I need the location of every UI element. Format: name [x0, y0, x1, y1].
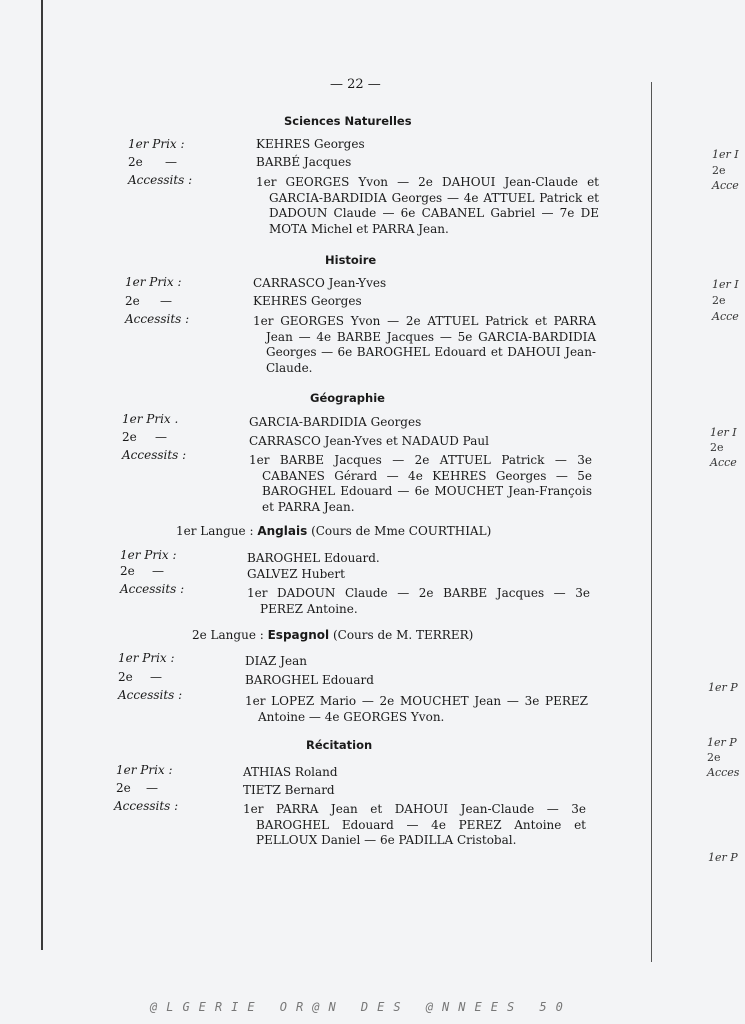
accessits-label: Accessits : — [118, 688, 183, 702]
accessits-text: 1er GEORGES Yvon — 2e DAHOUI Jean-Claude et GARCIA-BARDIDIA Georges — 4e ATTUEL Patrick et DADOUN Claude — 6e CABANEL Gabriel — 7e DE MOTA Michel et PARRA Jean. — [256, 175, 599, 236]
first-prize-label: 1er Prix : — [116, 763, 173, 777]
section-title-espagnol — [192, 628, 473, 642]
page-number: — 22 — — [330, 77, 381, 92]
accessits-text: 1er PARRA Jean et DAHOUI Jean-Claude — 3e BAROGHEL Edouard — 4e PEREZ Antoine et PELLOUX Daniel — 6e PADILLA Cristobal. — [243, 802, 586, 847]
second-prize-dash: — — [155, 430, 167, 444]
accessits-text: 1er DADOUN Claude — 2e BARBE Jacques — 3e PEREZ Antoine. — [247, 586, 590, 616]
language-name: Espagnol — [267, 628, 330, 642]
section-title-anglais — [176, 524, 491, 538]
next-page-fragment: Acce — [712, 179, 739, 192]
next-page-fragment: 1er P — [707, 736, 737, 749]
next-page-fragment: 2e — [712, 164, 726, 177]
next-page-fragment: Acce — [710, 456, 737, 469]
second-prize-label: 2e — [120, 564, 135, 578]
first-prize-label: 1er Prix . — [122, 412, 179, 426]
first-prize-label: 1er Prix : — [118, 651, 175, 665]
accessits-label: Accessits : — [120, 582, 185, 596]
second-prize-dash: — — [160, 294, 172, 308]
accessits-text: 1er BARBE Jacques — 2e ATTUEL Patrick — 3e CABANES Gérard — 4e KEHRES Georges — 5e BAROGHEL Edouard — 6e MOUCHET Jean-François et PARRA Jean. — [249, 453, 592, 514]
first-prize-label: 1er Prix : — [125, 275, 182, 289]
first-prize-label: 1er Prix : — [120, 548, 177, 562]
next-page-fragment: 2e — [710, 441, 724, 454]
next-page-fragment: 1er P — [708, 851, 738, 864]
next-page-fragment: 1er I — [712, 148, 739, 161]
language-name: Anglais — [257, 524, 308, 538]
first-prize-value: CARRASCO Jean-Yves — [253, 276, 387, 290]
accessits-label: Accessits : — [114, 799, 179, 813]
section-title-recitation: Récitation — [306, 738, 373, 752]
second-prize-value: KEHRES Georges — [253, 294, 362, 308]
first-prize-value: DIAZ Jean — [245, 654, 307, 668]
next-page-fragment: 2e — [712, 294, 726, 307]
second-prize-label: 2e — [122, 430, 137, 444]
second-prize-label: 2e — [128, 155, 143, 169]
accessits-text: 1er LOPEZ Mario — 2e MOUCHET Jean — 3e PEREZ Antoine — 4e GEORGES Yvon. — [245, 694, 588, 724]
second-prize-label: 2e — [116, 781, 131, 795]
accessits-label: Accessits : — [122, 448, 187, 462]
next-page-fragment: 1er I — [712, 278, 739, 291]
second-prize-value: GALVEZ Hubert — [247, 567, 345, 581]
accessits-label: Accessits : — [128, 173, 193, 187]
second-prize-value: BAROGHEL Edouard — [245, 673, 374, 687]
accessits-label: Accessits : — [125, 312, 190, 326]
next-page-fragment: Acce — [712, 310, 739, 323]
right-margin-rule — [651, 82, 652, 962]
second-prize-value: BARBÉ Jacques — [256, 155, 352, 169]
second-prize-value: CARRASCO Jean-Yves et NADAUD Paul — [249, 434, 489, 448]
section-title-histoire: Histoire — [325, 253, 377, 267]
second-prize-dash: — — [152, 564, 164, 578]
first-prize-value: GARCIA-BARDIDIA Georges — [249, 415, 422, 429]
second-prize-dash: — — [150, 670, 162, 684]
watermark-footer: @LGERIE OR@N DES @NNEES 50 — [150, 1000, 572, 1014]
course-teacher: (Cours de M. TERRER) — [332, 628, 474, 642]
next-page-fragment: 1er P — [708, 681, 738, 694]
accessits-text: 1er GEORGES Yvon — 2e ATTUEL Patrick et PARRA Jean — 4e BARBE Jacques — 5e GARCIA-BARDIDIA Georges — 6e BAROGHEL Edouard et DAHOUI Jean-Claude. — [253, 314, 596, 375]
next-page-fragment: Acces — [707, 766, 740, 779]
left-margin-rule — [41, 0, 43, 950]
second-prize-label: 2e — [125, 294, 140, 308]
language-rank: 1er Langue : — [176, 524, 254, 538]
course-teacher: (Cours de Mme COURTHIAL) — [311, 524, 492, 538]
first-prize-label: 1er Prix : — [128, 137, 185, 151]
next-page-fragment: 2e — [707, 751, 721, 764]
next-page-fragment: 1er I — [710, 426, 737, 439]
section-title-sciences-naturelles: Sciences Naturelles — [284, 114, 412, 128]
second-prize-value: TIETZ Bernard — [243, 783, 335, 797]
second-prize-label: 2e — [118, 670, 133, 684]
first-prize-value: ATHIAS Roland — [243, 765, 338, 779]
language-rank: 2e Langue : — [192, 628, 264, 642]
second-prize-dash: — — [165, 155, 177, 169]
section-title-geographie: Géographie — [310, 391, 385, 405]
first-prize-value: KEHRES Georges — [256, 137, 365, 151]
first-prize-value: BAROGHEL Edouard. — [247, 551, 380, 565]
second-prize-dash: — — [146, 781, 158, 795]
